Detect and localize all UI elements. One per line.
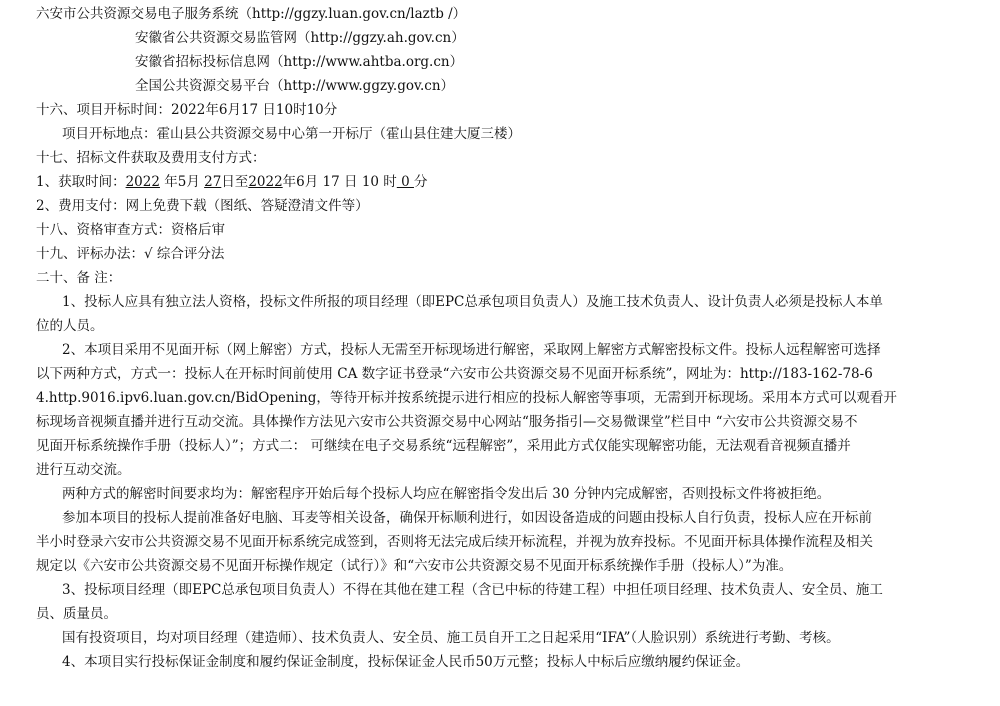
preparation-line-2: 半小时登录六安市公共资源交易不见面开标系统完成签到，否则将无法完成后续开标流程，并视为放弃投标。不见面开标具体操作流程及相关 xyxy=(36,534,873,550)
preparation-line-3: 规定以《六安市公共资源交易不见面开标操作规定（试行）》和“六安市公共资源交易不见面开标系统操作手册（投标人）”为准。 xyxy=(36,558,793,574)
section-19-evaluation: 十九、评标办法：√ 综合评分法 xyxy=(36,246,225,262)
remark-2-line-2: 以下两种方式，方式一：投标人在开标时间前使用 CA 数字证书登录“六安市公共资源交易不见面开标系统”，网址为：http://183-162-78-6 xyxy=(36,366,873,382)
section-16-opening-time: 十六、项目开标时间：2022年6月17 日10时10分 xyxy=(36,102,338,118)
remark-3-line-1: 3、投标项目经理（即EPC总承包项目负责人）不得在其他在建工程（含已中标的待建工程）中担任项目经理、技术负责人、安全员、施工 xyxy=(62,582,883,598)
doc-line-supervision-site: 安徽省公共资源交易监管网（http://ggzy.ah.gov.cn） xyxy=(135,30,465,46)
remark-2-line-4: 标现场音视频直播并进行互动交流。具体操作方法见六安市公共资源交易中心网站“服务指引—交易微课堂”栏目中 “六安市公共资源交易不 xyxy=(36,414,858,430)
section-20-remarks: 二十、备 注： xyxy=(36,270,122,286)
fee-payment: 2、费用支付：网上免费下载（图纸、答疑澄清文件等） xyxy=(36,198,369,214)
remark-2-line-3: 4.http.9016.ipv6.luan.gov.cn/BidOpening，等待开标并按系统提示进行相应的投标人解密等事项，无需到开标现场。采用本方式可以观看开 xyxy=(36,390,897,406)
remark-2-line-6: 进行互动交流。 xyxy=(36,462,131,478)
minute-suffix: 分 xyxy=(413,174,428,190)
start-day: 27 xyxy=(204,174,222,190)
decryption-time-requirement: 两种方式的解密时间要求均为：解密程序开始后每个投标人均应在解密指令发出后 30 分钟内完成解密，否则投标文件将被拒绝。 xyxy=(62,486,831,502)
year-month-text: 年5月 xyxy=(159,174,205,190)
doc-line-national-platform: 全国公共资源交易平台（http://www.ggzy.gov.cn） xyxy=(135,78,455,94)
attendance-requirement: 国有投资项目，均对项目经理（建造师）、技术负责人、安全员、施工员自开工之日起采用“IFA”（人脸识别）系统进行考勤、考核。 xyxy=(62,630,840,646)
remark-4-deposit: 4、本项目实行投标保证金制度和履约保证金制度，投标保证金人民币50万元整；投标人中标后应缴纳履约保证金。 xyxy=(62,654,750,670)
remark-1-line-2: 位的人员。 xyxy=(36,318,104,334)
acquisition-time-line xyxy=(36,173,427,191)
section-18-qualification: 十八、资格审查方式：资格后审 xyxy=(36,222,225,238)
opening-location: 项目开标地点：霍山县公共资源交易中心第一开标厅（霍山县住建大厦三楼） xyxy=(62,126,521,142)
start-year: 2022 xyxy=(125,174,160,190)
acquisition-time-prefix: 1、获取时间： xyxy=(36,174,126,190)
preparation-line-1: 参加本项目的投标人提前准备好电脑、耳麦等相关设备，确保开标顺利进行，如因设备造成的问题由投标人自行负责，投标人应在开标前 xyxy=(62,510,872,526)
remark-1-line-1: 1、投标人应具有独立法人资格，投标文件所报的项目经理（即EPC总承包项目负责人）及施工技术负责人、设计负责人必须是投标人本单 xyxy=(62,294,883,310)
end-year: 2022 xyxy=(248,174,283,190)
to-text: 日至 xyxy=(221,174,249,190)
end-minute: 0 xyxy=(396,174,414,190)
doc-line-bidding-info-site: 安徽省招标投标信息网（http://www.ahtba.org.cn） xyxy=(135,54,464,70)
remark-3-line-2: 员、质量员。 xyxy=(36,606,117,622)
remark-2-line-1: 2、本项目采用不见面开标（网上解密）方式，投标人无需至开标现场进行解密，采取网上解密方式解密投标文件。投标人远程解密可选择 xyxy=(62,342,881,358)
remark-2-line-5: 见面开标系统操作手册（投标人）”；方式二： 可继续在电子交易系统“远程解密”，采用此方式仅能实现解密功能，无法观看音视频直播并 xyxy=(36,438,851,454)
section-17-heading: 十七、招标文件获取及费用支付方式： xyxy=(36,150,266,166)
end-date-text: 年6月 17 日 10 时 xyxy=(282,174,397,190)
doc-line-service-system: 六安市公共资源交易电子服务系统（http://ggzy.luan.gov.cn/laztb /） xyxy=(36,6,467,22)
